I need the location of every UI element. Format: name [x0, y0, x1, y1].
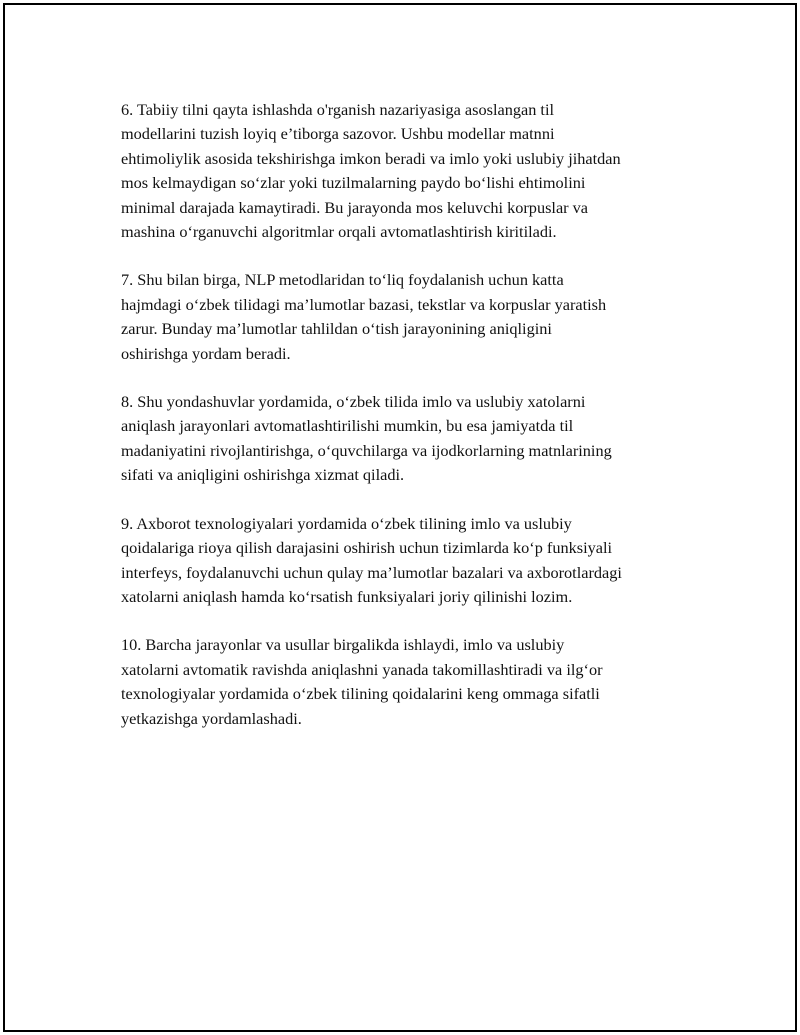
text-line: sifati va aniqligini oshirishga xizmat qiladi.	[121, 465, 405, 485]
text-line: yetkazishga yordamlashadi.	[121, 708, 302, 728]
text-line: qoidalariga rioya qilish darajasini oshirish uchun tizimlarda koʻp funksiyali	[121, 538, 613, 558]
paragraph-8	[121, 390, 696, 488]
paragraph-7	[121, 268, 696, 366]
text-line: zarur. Bunday ma’lumotlar tahlildan oʻtish jarayonining aniqligini	[121, 319, 552, 339]
text-line: modellarini tuzish loyiq e’tiborga sazovor. Ushbu modellar matnni	[121, 124, 555, 144]
text-line: ehtimoliylik asosida tekshirishga imkon beradi va imlo yoki uslubiy jihatdan	[121, 148, 621, 168]
page-border	[3, 3, 797, 1032]
document-body	[121, 98, 696, 755]
text-line: minimal darajada kamaytiradi. Bu jarayonda mos keluvchi korpuslar va	[121, 197, 589, 217]
text-line: xatolarni avtomatik ravishda aniqlashni yanada takomillashtiradi va ilgʻor	[121, 659, 603, 679]
paragraph-10	[121, 633, 696, 731]
text-line: madaniyatini rivojlantirishga, oʻquvchilarga va ijodkorlarning matnlarining	[121, 440, 612, 460]
text-line: 10. Barcha jarayonlar va usullar birgalikda ishlaydi, imlo va uslubiy	[121, 635, 565, 655]
text-line: texnologiyalar yordamida oʻzbek tilining qoidalarini keng ommaga sifatli	[121, 684, 600, 704]
paragraph-6	[121, 98, 696, 244]
text-line: 6. Tabiiy tilni qayta ishlashda o'rganish nazariyasiga asoslangan til	[121, 100, 555, 119]
text-line: xatolarni aniqlash hamda koʻrsatish funksiyalari joriy qilinishi lozim.	[121, 586, 573, 606]
text-line: 8. Shu yondashuvlar yordamida, oʻzbek tilida imlo va uslubiy xatolarni	[121, 392, 586, 412]
text-line: hajmdagi oʻzbek tilidagi ma’lumotlar bazasi, tekstlar va korpuslar yaratish	[121, 294, 607, 314]
text-line: oshirishga yordam beradi.	[121, 343, 291, 363]
paragraph-9	[121, 512, 696, 610]
text-line: mos kelmaydigan soʻzlar yoki tuzilmalarning paydo boʻlishi ehtimolini	[121, 173, 586, 193]
text-line: interfeys, foydalanuvchi uchun qulay ma’lumotlar bazalari va axborotlardagi	[121, 562, 622, 582]
text-line: mashina oʻrganuvchi algoritmlar orqali avtomatlashtirish kiritiladi.	[121, 222, 557, 242]
text-line: 7. Shu bilan birga, NLP metodlaridan toʻliq foydalanish uchun katta	[121, 270, 564, 290]
text-line: 9. Axborot texnologiyalari yordamida oʻzbek tilining imlo va uslubiy	[121, 513, 572, 533]
text-line: aniqlash jarayonlari avtomatlashtirilishi mumkin, bu esa jamiyatda til	[121, 416, 574, 436]
